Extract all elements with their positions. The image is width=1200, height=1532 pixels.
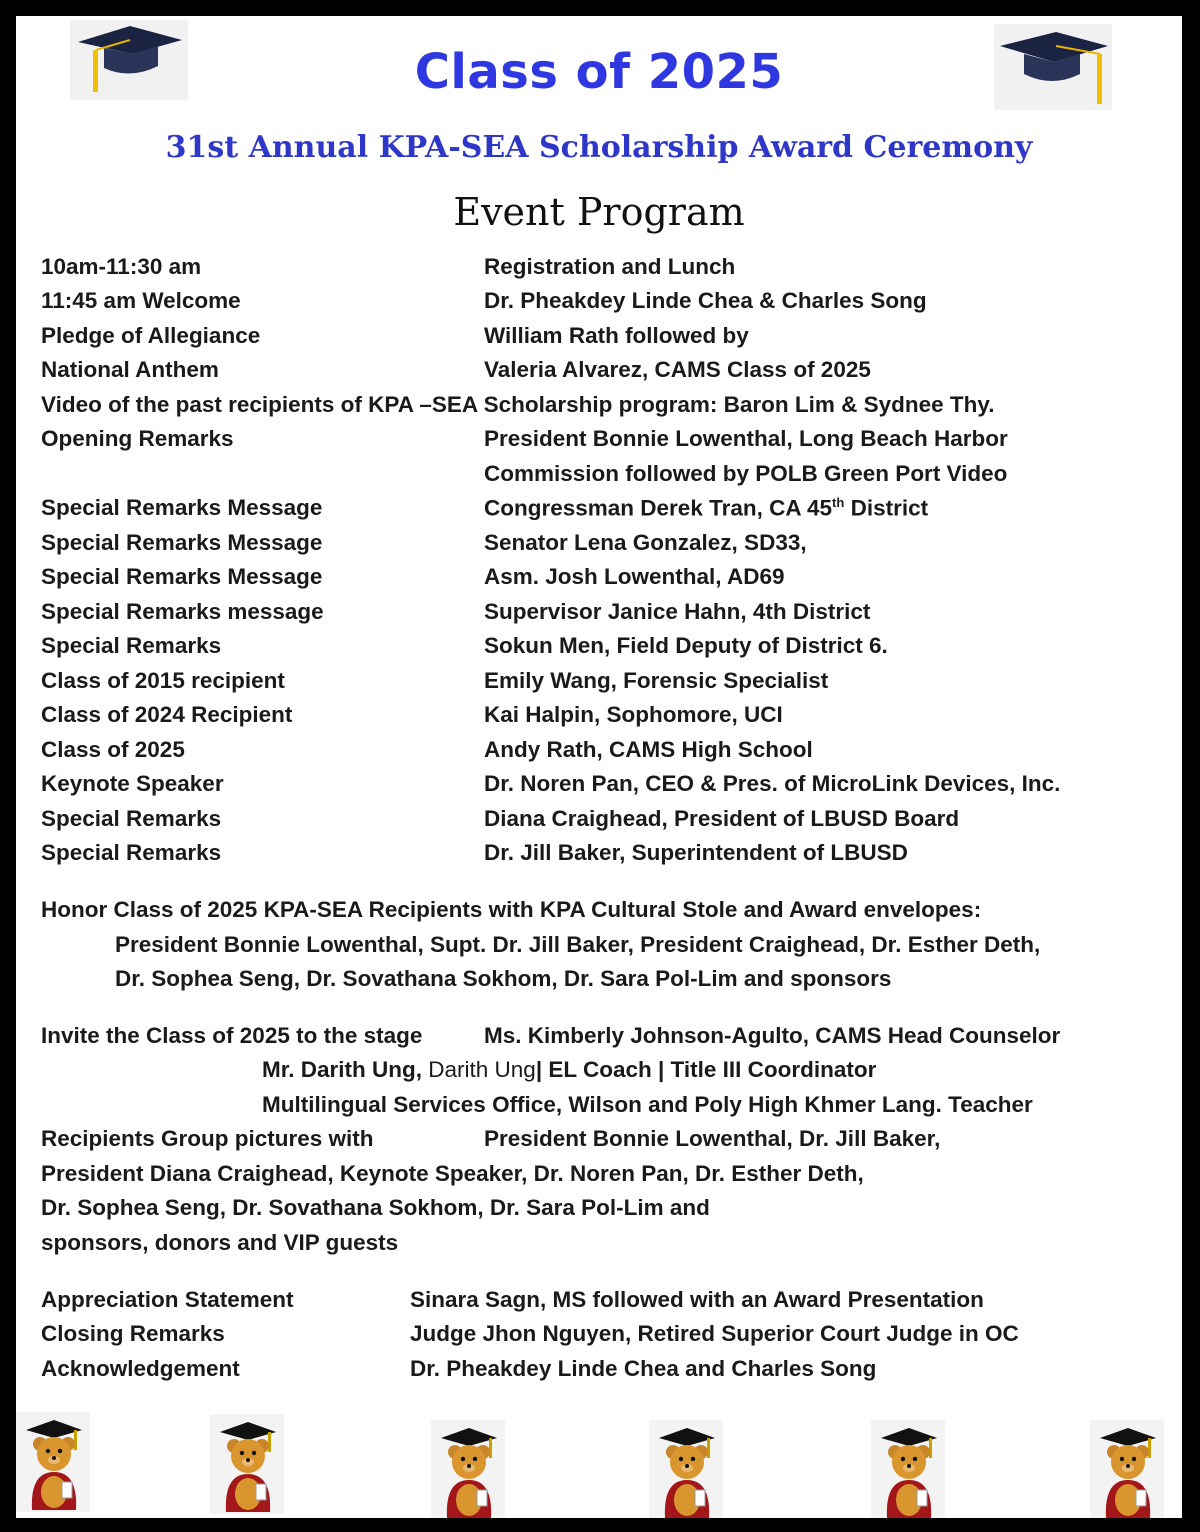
program-row-value: Dr. Jill Baker, Superintendent of LBUSD (484, 840, 908, 865)
invite-line: Multilingual Services Office, Wilson and Poly High Khmer Lang. Teacher (262, 1092, 1033, 1117)
program-row-value: Commission followed by POLB Green Port Video (484, 461, 1008, 486)
pictures-label: Recipients Group pictures with (41, 1126, 374, 1151)
pictures-line: President Diana Craighead, Keynote Speaker, Dr. Noren Pan, Dr. Esther Deth, (41, 1161, 864, 1186)
program-row-label: Class of 2025 (41, 737, 185, 762)
program-row-label: Pledge of Allegiance (41, 323, 261, 348)
program-row-label: Special Remarks Message (41, 495, 323, 520)
closing-value: Judge Jhon Nguyen, Retired Superior Court Judge in OC (410, 1321, 1019, 1346)
program-row-value: President Bonnie Lowenthal, Long Beach Harbor (484, 426, 1008, 451)
program-row-label: Special Remarks Message (41, 564, 323, 589)
graduation-bear-icon (649, 1420, 723, 1518)
program-row-value: Andy Rath, CAMS High School (484, 737, 813, 762)
program-row-value: Dr. Pheakdey Linde Chea & Charles Song (484, 288, 927, 313)
program-row-value: Emily Wang, Forensic Specialist (484, 668, 829, 693)
program-row-value: William Rath followed by (484, 323, 749, 348)
program-row-value: Dr. Noren Pan, CEO & Pres. of MicroLink Devices, Inc. (484, 771, 1061, 796)
program-row-value: Senator Lena Gonzalez, SD33, (484, 530, 807, 555)
program-row-label: 11:45 am Welcome (41, 288, 241, 313)
pictures-line: Dr. Sophea Seng, Dr. Sovathana Sokhom, Dr. Sara Pol-Lim and (41, 1195, 710, 1220)
program-row-full: Video of the past recipients of KPA –SEA Scholarship program: Baron Lim & Sydnee Thy. (41, 392, 995, 417)
honor-line: Honor Class of 2025 KPA-SEA Recipients with KPA Cultural Stole and Award envelopes: (41, 897, 982, 922)
program-row-label: Class of 2024 Recipient (41, 702, 293, 727)
program-row-label: Special Remarks (41, 840, 222, 865)
program-row-value: Asm. Josh Lowenthal, AD69 (484, 564, 785, 589)
closing-value: Dr. Pheakdey Linde Chea and Charles Song (410, 1356, 877, 1381)
program-row-value: Congressman Derek Tran, CA 45th District (484, 495, 929, 521)
program-row-label: 10am-11:30 am (41, 254, 202, 279)
program-row-label: Special Remarks (41, 806, 222, 831)
graduation-bear-icon (16, 1412, 90, 1512)
program-row-label: Opening Remarks (41, 426, 234, 451)
page-title: Class of 2025 (414, 44, 784, 100)
program-row-label: Class of 2015 recipient (41, 668, 285, 693)
graduation-bear-icon (1090, 1420, 1164, 1518)
program-row-label: Keynote Speaker (41, 771, 224, 796)
program-page (16, 16, 1182, 1518)
closing-label: Acknowledgement (41, 1356, 240, 1381)
program-row-label: Special Remarks Message (41, 530, 323, 555)
invite-label: Invite the Class of 2025 to the stage (41, 1023, 423, 1048)
program-row-value: Supervisor Janice Hahn, 4th District (484, 599, 871, 624)
graduation-bear-icon (210, 1414, 284, 1514)
closing-value: Sinara Sagn, MS followed with an Award Presentation (410, 1287, 984, 1312)
graduation-bear-icon (871, 1420, 945, 1518)
pictures-line: sponsors, donors and VIP guests (41, 1230, 399, 1255)
page-subtitle: 31st Annual KPA-SEA Scholarship Award Ceremony (165, 130, 1033, 165)
pictures-value: President Bonnie Lowenthal, Dr. Jill Baker, (484, 1126, 941, 1151)
honor-line: President Bonnie Lowenthal, Supt. Dr. Jill Baker, President Craighead, Dr. Esther Deth, (115, 932, 1041, 957)
honor-line: Dr. Sophea Seng, Dr. Sovathana Sokhom, Dr. Sara Pol-Lim and sponsors (115, 966, 892, 991)
program-row-value: Sokun Men, Field Deputy of District 6. (484, 633, 888, 658)
closing-label: Closing Remarks (41, 1321, 225, 1346)
program-row-label: Special Remarks (41, 633, 222, 658)
program-row-label: Special Remarks message (41, 599, 324, 624)
closing-label: Appreciation Statement (41, 1287, 294, 1312)
program-row-value: Diana Craighead, President of LBUSD Board (484, 806, 960, 831)
program-row-value: Kai Halpin, Sophomore, UCI (484, 702, 783, 727)
invite-line: Mr. Darith Ung, Darith Ung| EL Coach | Title III Coordinator (262, 1057, 877, 1082)
program-row-value: Registration and Lunch (484, 254, 736, 279)
graduation-bear-icon (431, 1420, 505, 1518)
invite-value: Ms. Kimberly Johnson-Agulto, CAMS Head Counselor (484, 1023, 1061, 1048)
program-row-value: Valeria Alvarez, CAMS Class of 2025 (484, 357, 871, 382)
section-heading: Event Program (453, 190, 745, 234)
program-row-label: National Anthem (41, 357, 219, 382)
